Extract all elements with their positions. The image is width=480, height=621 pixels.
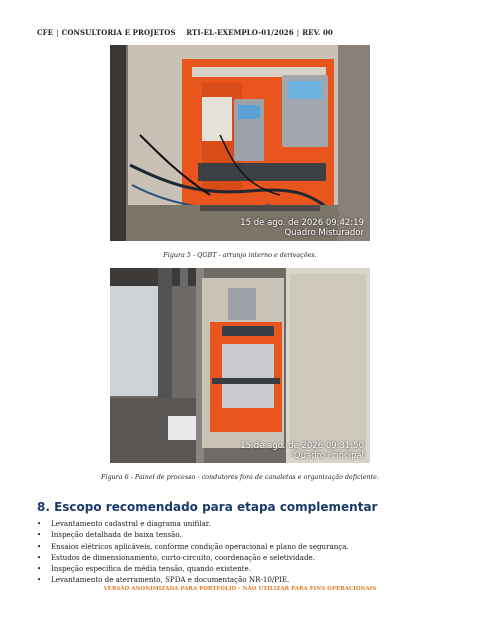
list-item: • Ensaios elétricos aplicáveis, conforme condição operacional e plano de segurança. <box>37 541 349 551</box>
scope-list <box>37 519 349 587</box>
figure-5-caption: Figura 5 - QGBT - arranjo interno e derivações. <box>163 251 317 259</box>
company-detail: CONSULTORIA E PROJETOS <box>61 28 176 37</box>
list-item: • Inspeção específica de média tensão, quando existente. <box>37 564 251 574</box>
figure-6-photo <box>110 268 370 463</box>
qgbt-panel-illustration <box>110 45 370 241</box>
photo-timestamp: 15 de ago. de 2026 09:42:19 Quadro Misturador <box>240 218 364 238</box>
confidentiality-notice: VERSÃO ANONIMIZADA PARA PORTFÓLIO - NÃO UTILIZAR PARA FINS OPERACIONAIS <box>103 586 377 592</box>
process-panel-illustration <box>110 268 370 463</box>
list-item: • Estudos de dimensionamento, curto-circuito, coordenação e seletividade. <box>37 552 315 562</box>
list-item: • Levantamento de aterramento, SPDA e documentação NR-10/PIE. <box>37 575 290 585</box>
list-item: • Levantamento cadastral e diagrama unifilar. <box>37 519 211 528</box>
figure-5-photo <box>110 45 370 241</box>
figure-6-caption: Figura 6 - Painel de processo - condutores fora de canaletas e organização deficiente. <box>100 473 379 481</box>
revision: REV. 00 <box>302 28 333 37</box>
document-code: RTI-EL-EXEMPLO-01/2026 <box>186 28 294 37</box>
section-title: 8. Escopo recomendado para etapa complementar <box>37 500 378 514</box>
company-name: CFE <box>37 28 54 37</box>
list-item: • Inspeção detalhada de baixa tensão. <box>37 530 182 540</box>
page-header: CFE | CONSULTORIA E PROJETOS RTI-EL-EXEMPLO-01/2026 | REV. 00 <box>37 28 333 37</box>
photo-timestamp: 15 de ago. de 2026 09:31:50 Quadro Principal <box>240 441 364 461</box>
